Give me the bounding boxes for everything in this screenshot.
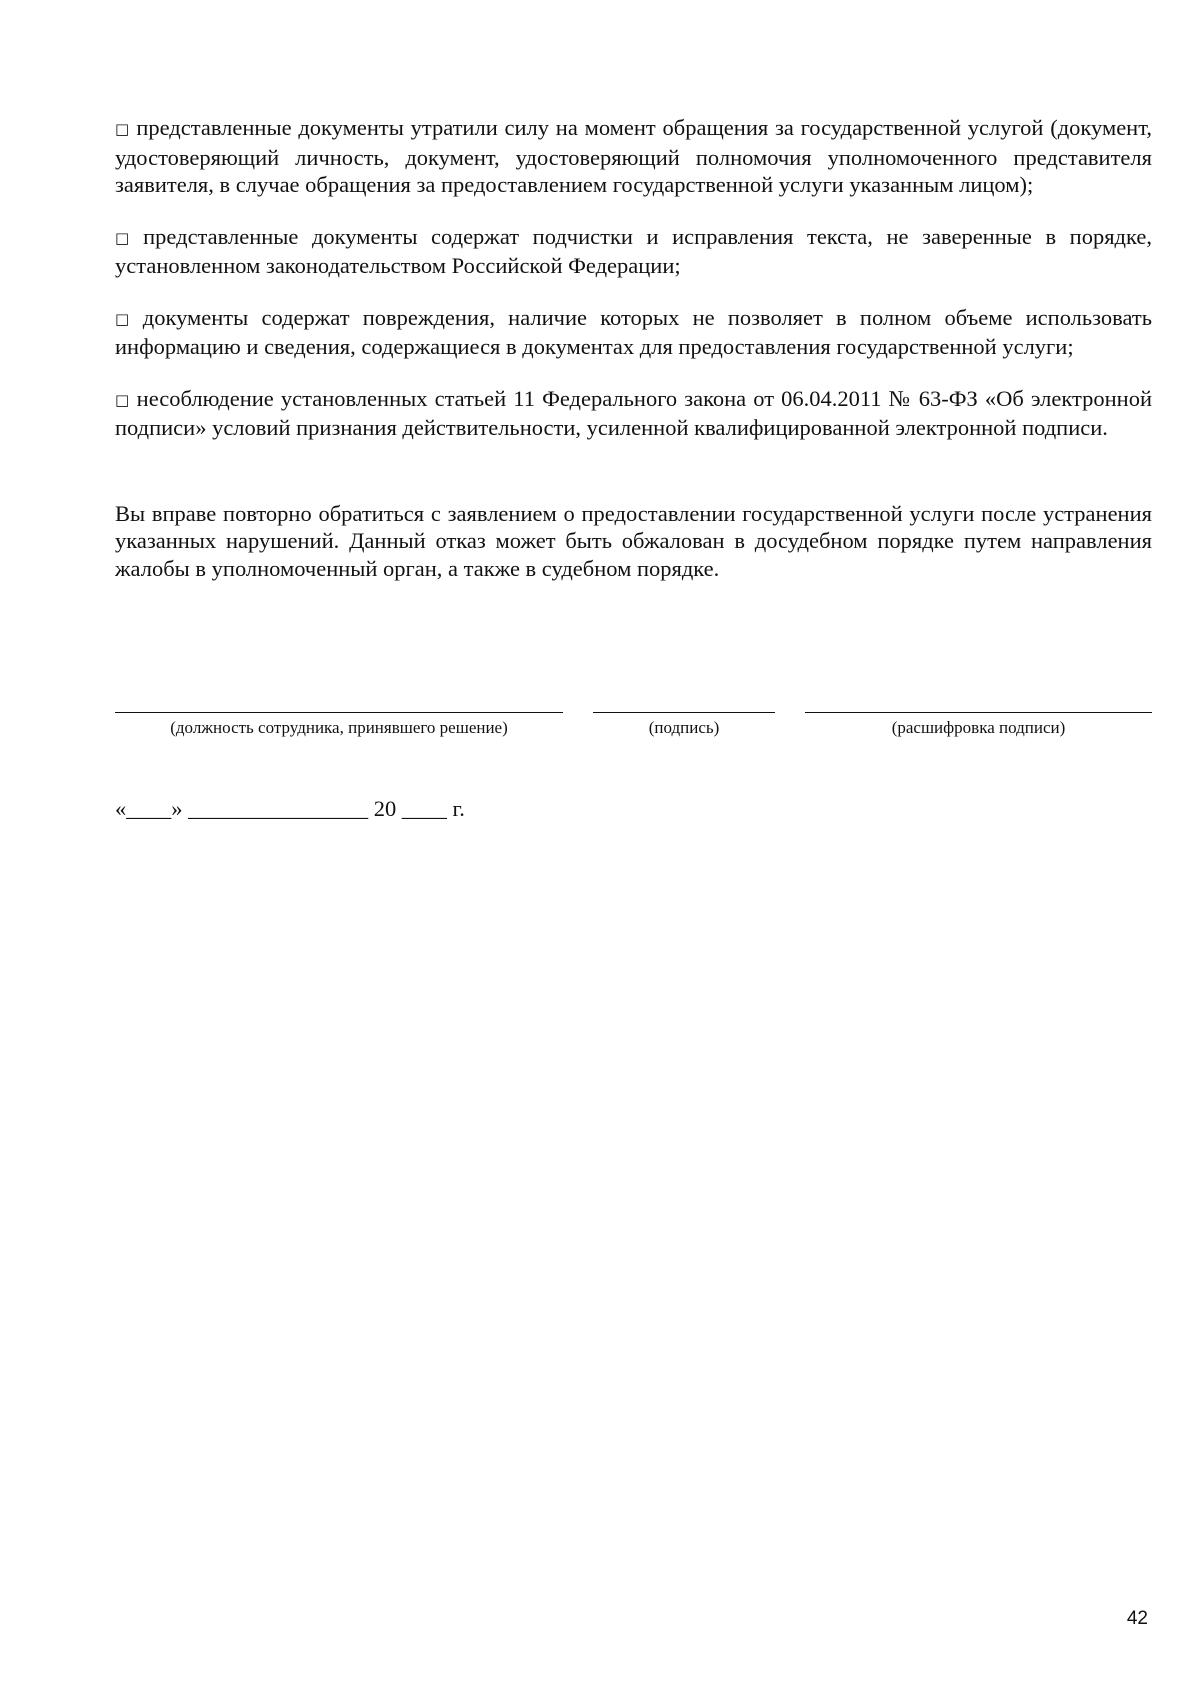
appeal-notice: Вы вправе повторно обратиться с заявлением о предоставлении государственной услуги после устранения указанных нарушений. Данный отказ может быть обжалован в досудебном порядке путем направления жалобы в уполномоченный орган, а также в судебном порядке. bbox=[115, 500, 1152, 581]
signature-field bbox=[593, 712, 775, 738]
decoding-field bbox=[805, 712, 1152, 738]
position-field bbox=[115, 712, 563, 738]
signature-block bbox=[115, 712, 1152, 752]
date-line: «____» ________________ 20 ____ г. bbox=[115, 796, 465, 821]
refusal-reason-text: несоблюдение установленных статьей 11 Федерального закона от 06.04.2011 № 63-ФЗ «Об электронной подписи» условий признания действительности, усиленной квалифицированной электронной подписи. bbox=[115, 385, 1152, 440]
position-caption: (должность сотрудника, принявшего решение) bbox=[170, 718, 508, 737]
checkbox-icon: □ bbox=[115, 309, 137, 328]
refusal-reason-text: документы содержат повреждения, наличие которых не позволяет в полном объеме использовать информацию и сведения, содержащиеся в документах для предоставления государственной услуги; bbox=[115, 304, 1152, 359]
checkbox-icon: □ bbox=[115, 390, 131, 409]
checkbox-icon: □ bbox=[115, 120, 131, 138]
refusal-reason-3 bbox=[115, 304, 1152, 361]
decoding-line bbox=[805, 712, 1152, 713]
refusal-reason-text: представленные документы содержат подчистки и исправления текста, не заверенные в порядке, установленном законодательством Российской Федерации; bbox=[115, 223, 1152, 278]
signature-caption: (подпись) bbox=[648, 718, 720, 737]
position-line bbox=[115, 712, 563, 713]
refusal-reason-4 bbox=[115, 385, 1152, 442]
document-body bbox=[115, 114, 1152, 606]
refusal-reason-1 bbox=[115, 114, 1152, 199]
refusal-reason-text: представленные документы утратили силу на момент обращения за государственной услугой (документ, удостоверяющий личность, документ, удостоверяющий полномочия уполномоченного представителя заявителя, в случае обращения за предоставлением государственной услуги указанным лицом); bbox=[115, 115, 1152, 197]
signature-line bbox=[593, 712, 775, 713]
refusal-reason-2 bbox=[115, 223, 1152, 280]
checkbox-icon: □ bbox=[115, 228, 138, 247]
page-number: 42 bbox=[1126, 1608, 1148, 1629]
decoding-caption: (расшифровка подписи) bbox=[891, 718, 1066, 737]
